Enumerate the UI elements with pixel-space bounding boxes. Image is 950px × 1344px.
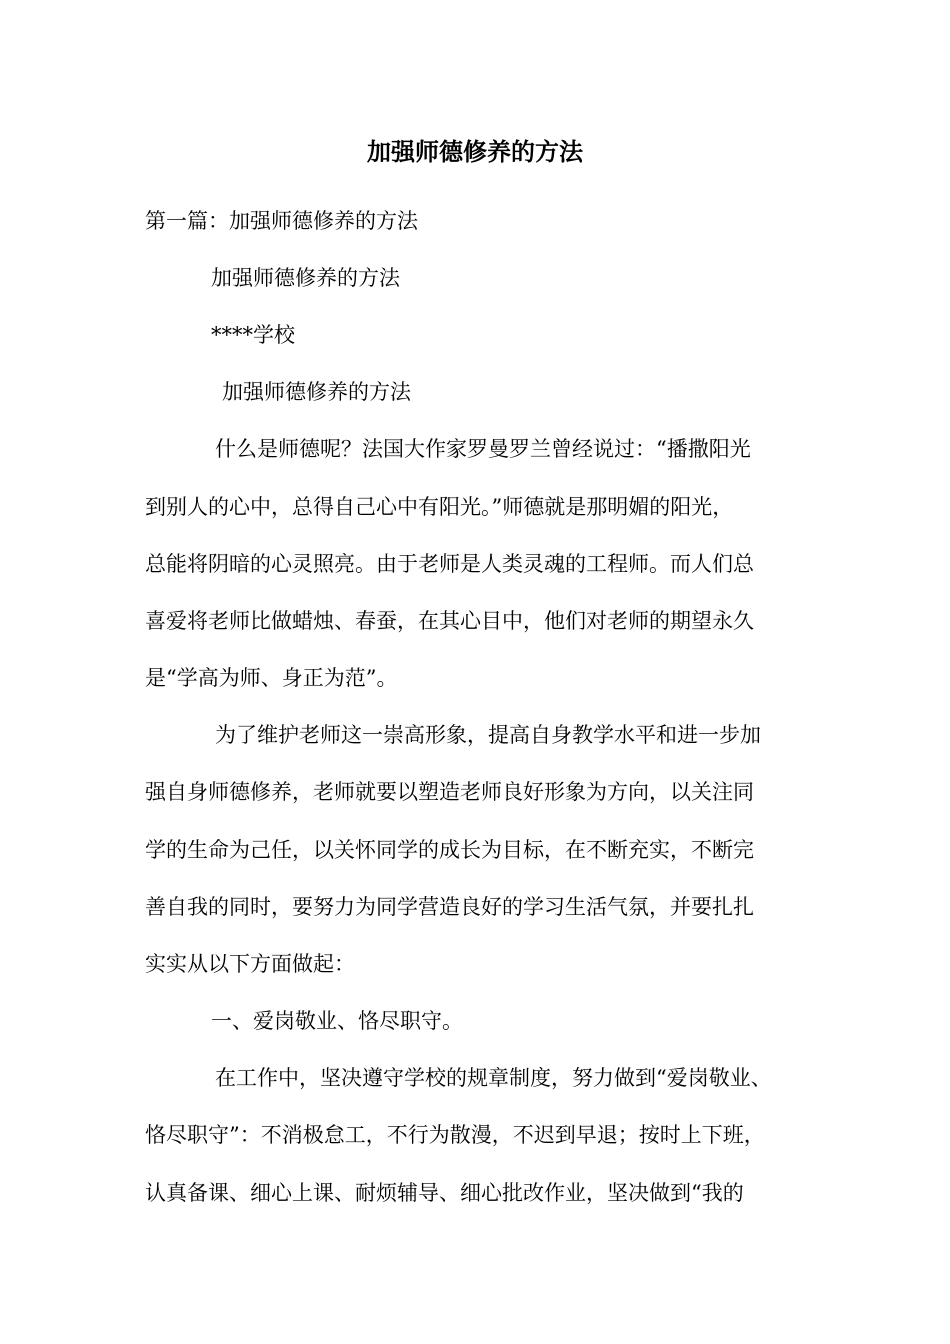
- paragraph-line: 总能将阴暗的心灵照亮。由于老师是人类灵魂的工程师。而人们总: [145, 552, 754, 576]
- article-title-line: 加强师德修养的方法: [222, 380, 411, 404]
- paragraph-line: 恪尽职守”：不消极怠工，不行为散漫，不迟到早退；按时上下班，: [145, 1123, 765, 1147]
- paragraph-line: 强自身师德修养，老师就要以塑造老师良好形象为方向，以关注同: [145, 780, 754, 804]
- subtitle-line: 加强师德修养的方法: [211, 266, 400, 290]
- paragraph-line: 在工作中，坚决遵守学校的规章制度，努力做到“爱岗敬业、: [215, 1066, 772, 1090]
- document-title: 加强师德修养的方法: [367, 137, 583, 166]
- paragraph-line: 认真备课、细心上课、耐烦辅导、细心批改作业，坚决做到“我的: [145, 1181, 744, 1205]
- section-item-heading: 一、爱岗敬业、恪尽职守。: [211, 1009, 463, 1033]
- school-line: ****学校: [211, 323, 295, 347]
- section-heading: 第一篇：加强师德修养的方法: [145, 209, 418, 233]
- paragraph-line: 到别人的心中，总得自己心中有阳光。”师德就是那明媚的阳光，: [145, 495, 734, 519]
- paragraph-line: 什么是师德呢？法国大作家罗曼罗兰曾经说过：“播撒阳光: [215, 437, 751, 461]
- paragraph-line: 学的生命为己任，以关怀同学的成长为目标，在不断充实，不断完: [145, 838, 754, 862]
- paragraph-line: 是“学高为师、身正为范”。: [145, 666, 398, 690]
- paragraph-line: 实实从以下方面做起：: [145, 952, 355, 976]
- paragraph-line: 善自我的同时，要努力为同学营造良好的学习生活气氛，并要扎扎: [145, 895, 754, 919]
- paragraph-line: 为了维护老师这一崇高形象，提高自身教学水平和进一步加: [215, 723, 761, 747]
- paragraph-line: 喜爱将老师比做蜡烛、春蚕，在其心目中，他们对老师的期望永久: [145, 609, 754, 633]
